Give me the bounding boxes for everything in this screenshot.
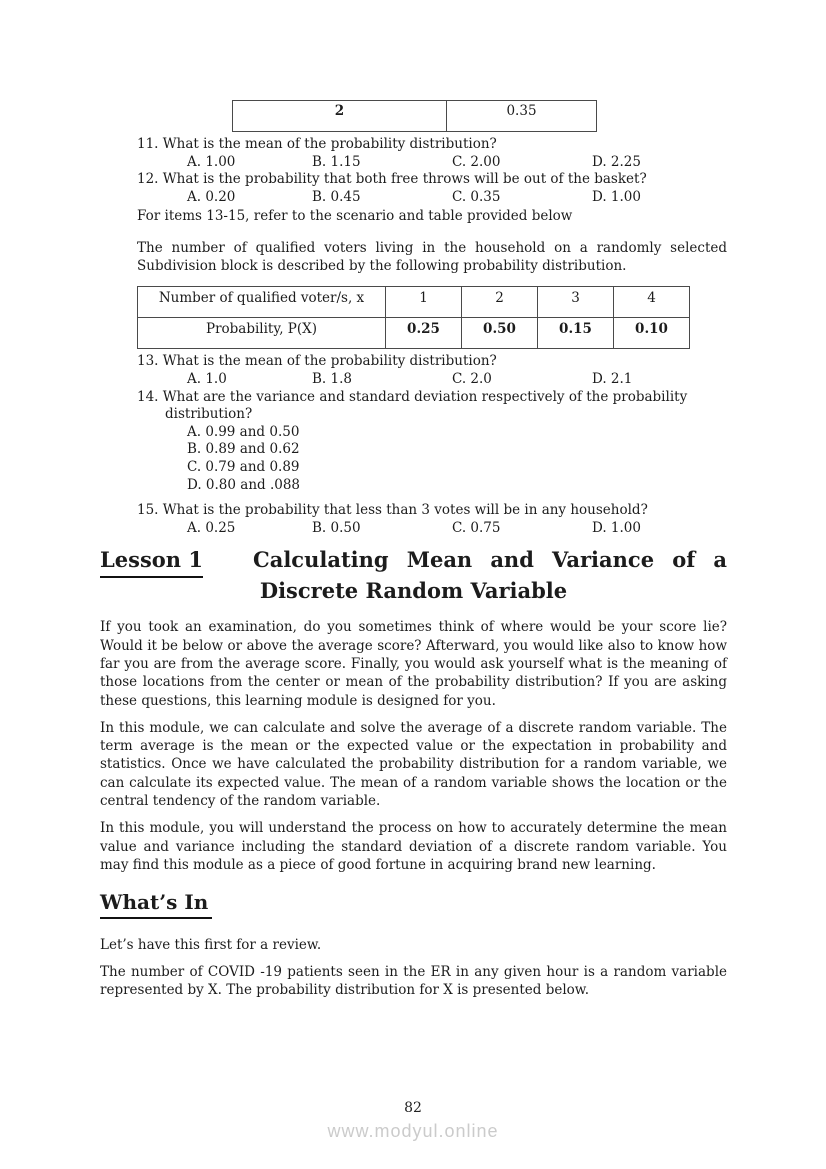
lesson-label: Lesson 1 bbox=[100, 544, 203, 578]
p-value-1: 0.25 bbox=[386, 318, 462, 349]
p-value-4: 0.10 bbox=[614, 318, 690, 349]
option-a: A. 0.25 bbox=[187, 519, 236, 536]
question-12-text bbox=[137, 171, 727, 189]
voters-row-label: Number of qualified voter/s, x bbox=[138, 287, 386, 318]
question-15-text bbox=[137, 502, 727, 520]
question-12-options bbox=[187, 189, 727, 207]
p-value-2: 0.50 bbox=[462, 318, 538, 349]
option-a: A. 1.00 bbox=[187, 153, 236, 170]
option-b: B. 0.50 bbox=[312, 519, 361, 536]
option-d: D. 1.00 bbox=[592, 519, 641, 536]
items-13-15-note: For items 13-15, refer to the scenario and table provided below bbox=[137, 208, 573, 225]
intro-paragraph-2: In this module, we can calculate and solve the average of a discrete random variable. The term average is the mean or the expected value or the expectation in probability and statistics. Once we have calculated the probability distribution for a random variable, we can calculate its expected value. The mean of a random variable shows the location or the central tendency of the random variable. bbox=[100, 719, 727, 809]
option-a: A. 0.20 bbox=[187, 188, 236, 205]
question-number: 15. bbox=[137, 502, 159, 519]
table-row bbox=[138, 287, 690, 318]
page-number: 82 bbox=[404, 1100, 422, 1116]
intro-paragraph-1: If you took an examination, do you sometimes think of where would be your score lie? Would it be below or above the average score? Afterward, you would like also to know how far you are from the average score. Finally, you would ask yourself what is the meaning of those locations from the center or mean of the probability distribution? If you are asking these questions, this learning module is designed for you. bbox=[100, 619, 727, 709]
option-b: B. 1.8 bbox=[312, 370, 352, 387]
option-b: B. 0.45 bbox=[312, 188, 361, 205]
question-text: What is the mean of the probability distribution? bbox=[162, 136, 497, 152]
question-15 bbox=[137, 502, 727, 537]
question-13-options bbox=[187, 371, 727, 389]
question-number: 13. bbox=[137, 353, 159, 370]
question-11-options bbox=[187, 154, 727, 172]
whats-in-heading-text: What’s In bbox=[100, 889, 212, 919]
table-row bbox=[138, 318, 690, 349]
question-14-options bbox=[187, 424, 727, 494]
option-d: D. 2.1 bbox=[592, 370, 633, 387]
carryover-prob-cell: 0.35 bbox=[447, 101, 597, 132]
option-d: D. 2.25 bbox=[592, 153, 641, 170]
option-d: D. 1.00 bbox=[592, 188, 641, 205]
question-text: What is the probability that less than 3 votes will be in any household? bbox=[162, 502, 648, 519]
voters-table bbox=[137, 286, 690, 349]
option-a: A. 0.99 and 0.50 bbox=[187, 423, 300, 440]
covid-paragraph: The number of COVID -19 patients seen in the ER in any given hour is a random variable represented by X. The probability distribution for X is presented below. bbox=[100, 964, 727, 999]
option-c: C. 2.0 bbox=[452, 370, 492, 387]
question-12 bbox=[137, 171, 727, 206]
question-number: 14. bbox=[137, 388, 159, 405]
option-b: B. 0.89 and 0.62 bbox=[187, 441, 300, 458]
carryover-table bbox=[232, 100, 597, 132]
option-c: C. 0.75 bbox=[452, 519, 501, 536]
question-14 bbox=[137, 389, 727, 495]
review-line: Let’s have this first for a review. bbox=[100, 937, 322, 954]
probability-row-label: Probability, P(X) bbox=[138, 318, 386, 349]
table-row bbox=[233, 101, 597, 132]
x-value-4: 4 bbox=[614, 287, 690, 318]
question-text: What is the probability that both free throws will be out of the basket? bbox=[162, 171, 647, 188]
lesson-heading bbox=[100, 544, 727, 606]
option-a: A. 1.0 bbox=[187, 370, 227, 387]
lesson-title-line1: Calculating Mean and Variance of a bbox=[253, 547, 727, 573]
question-number: 12. bbox=[137, 171, 159, 188]
option-d: D. 0.80 and .088 bbox=[187, 476, 301, 493]
x-value-1: 1 bbox=[386, 287, 462, 318]
question-text: What is the mean of the probability distribution? bbox=[162, 353, 497, 370]
question-13 bbox=[137, 353, 727, 388]
question-11 bbox=[137, 136, 727, 171]
question-11-text bbox=[137, 136, 727, 154]
carryover-x-cell: 2 bbox=[233, 101, 447, 132]
option-c: C. 0.79 and 0.89 bbox=[187, 458, 300, 475]
scenario-paragraph: The number of qualified voters living in the household on a randomly selected Subdivision block is described by the following probability distribution. bbox=[137, 239, 727, 275]
option-c: C. 0.35 bbox=[452, 188, 501, 205]
x-value-3: 3 bbox=[538, 287, 614, 318]
question-text: What are the variance and standard deviation respectively of the probability distribution? bbox=[162, 388, 688, 423]
page-content bbox=[100, 100, 727, 1000]
question-15-options bbox=[187, 520, 727, 538]
p-value-3: 0.15 bbox=[538, 318, 614, 349]
lesson-title-line2: Discrete Random Variable bbox=[259, 578, 568, 604]
question-13-text bbox=[137, 353, 727, 371]
whats-in-heading bbox=[100, 889, 727, 919]
x-value-2: 2 bbox=[462, 287, 538, 318]
option-c: C. 2.00 bbox=[452, 153, 501, 170]
question-number: 11. bbox=[137, 136, 159, 152]
question-14-text bbox=[137, 389, 727, 424]
option-b: B. 1.15 bbox=[312, 153, 361, 170]
intro-paragraph-3: In this module, you will understand the process on how to accurately determine the mean value and variance including the standard deviation of a discrete random variable. You may find this module as a piece of good fortune in acquiring brand new learning. bbox=[100, 820, 727, 873]
watermark: www.modyul.online bbox=[327, 1121, 499, 1141]
